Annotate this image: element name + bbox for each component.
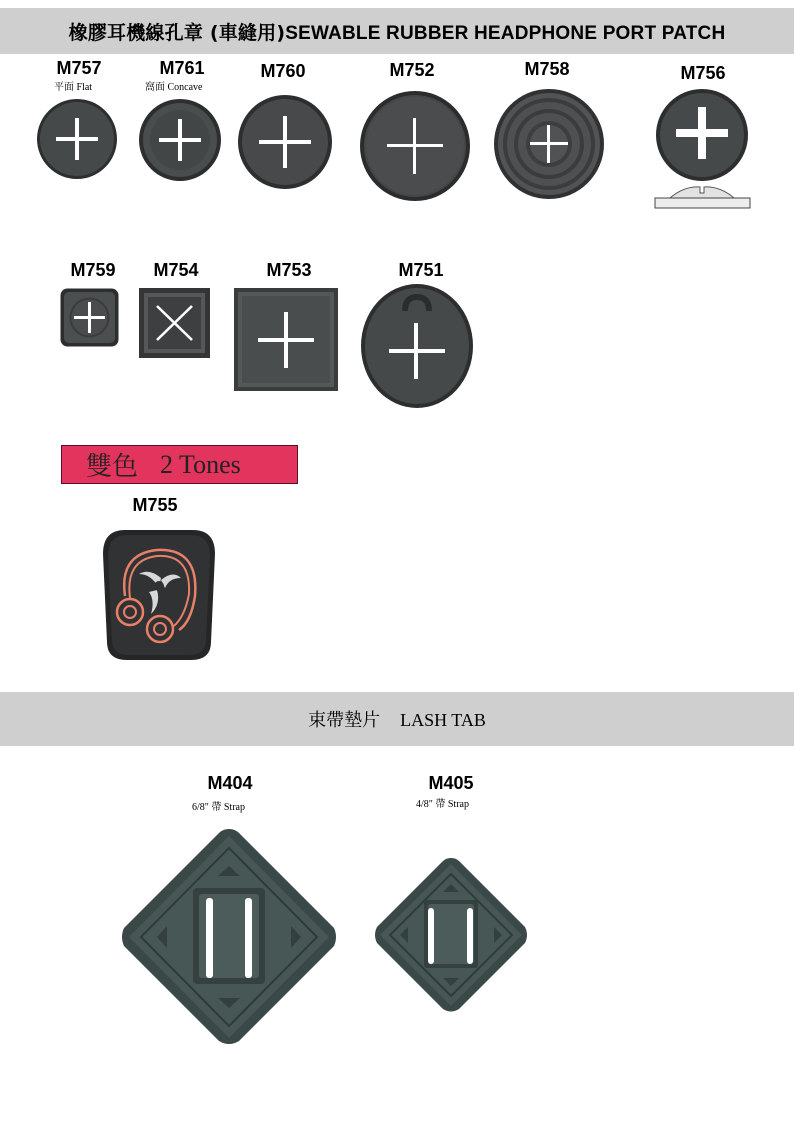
product-image-m754 [139, 288, 210, 358]
section-header [0, 8, 794, 54]
product-code-m761: M761 [159, 58, 205, 78]
product-image-m758 [493, 88, 605, 200]
product-image-m752 [359, 90, 471, 202]
product-code-m753: M753 [266, 260, 312, 280]
product-code-m404: M404 [207, 773, 253, 793]
product-code-m751: M751 [398, 260, 444, 280]
two-tone-badge-cjk: 雙色 [86, 452, 139, 482]
product-code-m405: M405 [428, 773, 474, 793]
product-code-m752: M752 [389, 60, 435, 80]
product-code-m756: M756 [680, 63, 726, 83]
product-note-m405: 4/8" 帶 Strap [416, 799, 469, 810]
two-tone-badge-en: 2 Tones [160, 449, 241, 479]
product-code-m759: M759 [70, 260, 116, 280]
product-image-m751 [360, 283, 474, 409]
section-title-lash-tab-en: LASH TAB [400, 710, 486, 730]
product-image-m761 [138, 98, 222, 182]
product-image-m759 [60, 288, 119, 347]
product-image-m404 [117, 826, 341, 1048]
section-header-lash-tab [0, 692, 794, 746]
product-image-m753 [234, 288, 338, 391]
product-image-m756 [654, 89, 751, 211]
product-code-m755: M755 [132, 495, 178, 515]
product-note-m757: 平面 Flat [54, 82, 93, 93]
product-note-m761: 窩面 Concave [145, 82, 203, 93]
two-tone-badge [61, 445, 298, 484]
section-title-lash-tab-cjk: 束帶墊片 [308, 710, 381, 730]
product-code-m757: M757 [56, 58, 102, 78]
section-title-lash-tab [308, 706, 486, 732]
product-image-m757 [36, 98, 118, 180]
product-note-m404: 6/8" 帶 Strap [192, 802, 245, 813]
product-image-m760 [237, 94, 333, 190]
section-title [69, 18, 726, 45]
product-code-m754: M754 [153, 260, 199, 280]
section-title-cjk: 橡膠耳機線孔章 (車縫用) [68, 21, 286, 44]
product-image-m755 [103, 530, 215, 660]
section-title-en: SEWABLE RUBBER HEADPHONE PORT PATCH [285, 22, 726, 44]
product-code-m760: M760 [260, 61, 306, 81]
product-code-m758: M758 [524, 59, 570, 79]
product-image-m405 [372, 856, 530, 1014]
